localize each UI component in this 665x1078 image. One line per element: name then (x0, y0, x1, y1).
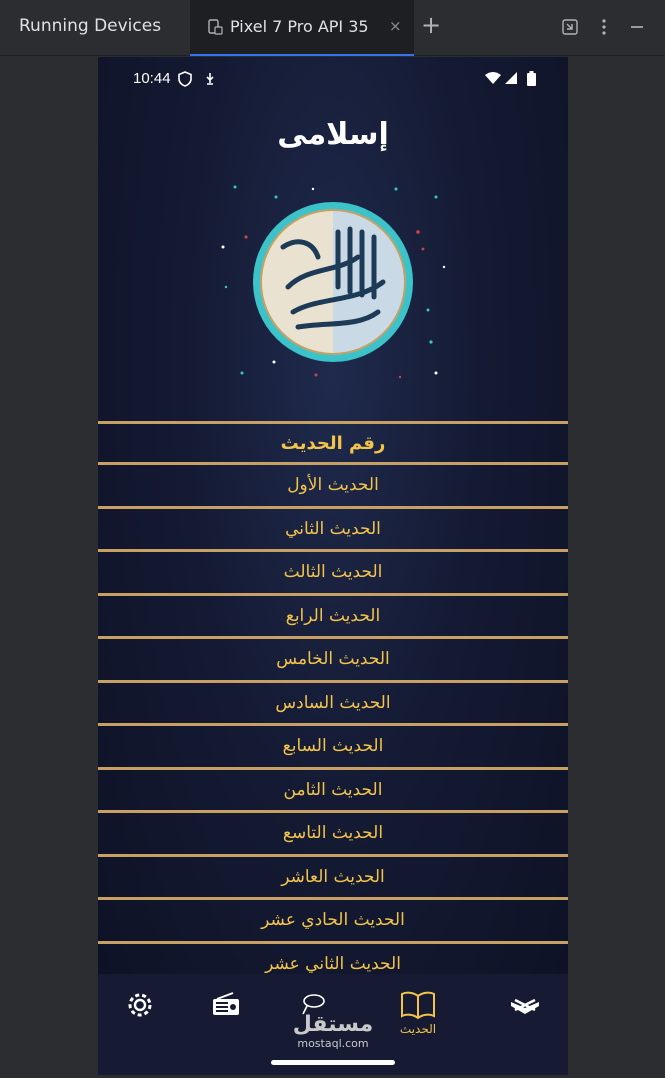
nav-settings[interactable] (110, 990, 170, 1050)
shield-icon (178, 71, 192, 87)
nav-quran[interactable] (495, 990, 555, 1050)
ide-window-title: Running Devices (19, 16, 162, 36)
hadith-item-6[interactable]: الحديث السادس (98, 683, 568, 727)
hadith-item-4[interactable]: الحديث الرابع (98, 596, 568, 640)
collapse-icon[interactable] (561, 18, 579, 36)
hadith-item-8[interactable]: الحديث الثامن (98, 770, 568, 814)
hadith-item-11[interactable]: الحديث الحادي عشر (98, 900, 568, 944)
add-tab-button[interactable]: + (421, 11, 442, 39)
device-tab[interactable] (190, 0, 414, 56)
hadith-item-9[interactable]: الحديث التاسع (98, 813, 568, 857)
more-options-icon[interactable] (595, 18, 613, 36)
hadith-list (98, 421, 568, 987)
book-icon (400, 990, 436, 1020)
hadith-item-12[interactable]: الحديث الثاني عشر (98, 944, 568, 988)
hadith-item-2[interactable]: الحديث الثاني (98, 509, 568, 553)
nav-radio[interactable] (196, 990, 256, 1050)
radio-icon (211, 990, 241, 1020)
phone-screen (98, 57, 568, 1075)
hadith-item-5[interactable]: الحديث الخامس (98, 639, 568, 683)
gear-icon (125, 990, 155, 1020)
usb-icon (204, 71, 216, 87)
bismillah-emblem-icon (218, 177, 448, 387)
bottom-navigation (98, 974, 568, 1075)
hadith-item-10[interactable]: الحديث العاشر (98, 857, 568, 901)
home-indicator[interactable] (271, 1060, 395, 1065)
status-bar (98, 57, 568, 101)
nav-hadith[interactable] (388, 990, 448, 1050)
wifi-icon (484, 71, 502, 85)
watermark (288, 1012, 378, 1050)
device-icon (207, 19, 223, 35)
status-time: 10:44 (133, 70, 171, 87)
minimize-icon[interactable] (628, 18, 646, 36)
signal-icon (504, 71, 518, 85)
ide-tab-bar (0, 0, 665, 56)
battery-icon (527, 71, 536, 86)
nav-hadith-label: الحديث (399, 1022, 437, 1036)
device-tab-label: Pixel 7 Pro API 35 (230, 17, 369, 36)
watermark-sub: mostaql.com (297, 1037, 369, 1050)
hadith-item-7[interactable]: الحديث السابع (98, 726, 568, 770)
hadith-item-3[interactable]: الحديث الثالث (98, 552, 568, 596)
list-header: رقم الحديث (98, 421, 568, 465)
hadith-item-1[interactable]: الحديث الأول (98, 465, 568, 509)
watermark-main: مستقل (292, 1012, 374, 1037)
app-title: إسلامى (277, 117, 389, 152)
quran-icon (509, 990, 541, 1020)
close-icon[interactable]: × (389, 17, 402, 35)
